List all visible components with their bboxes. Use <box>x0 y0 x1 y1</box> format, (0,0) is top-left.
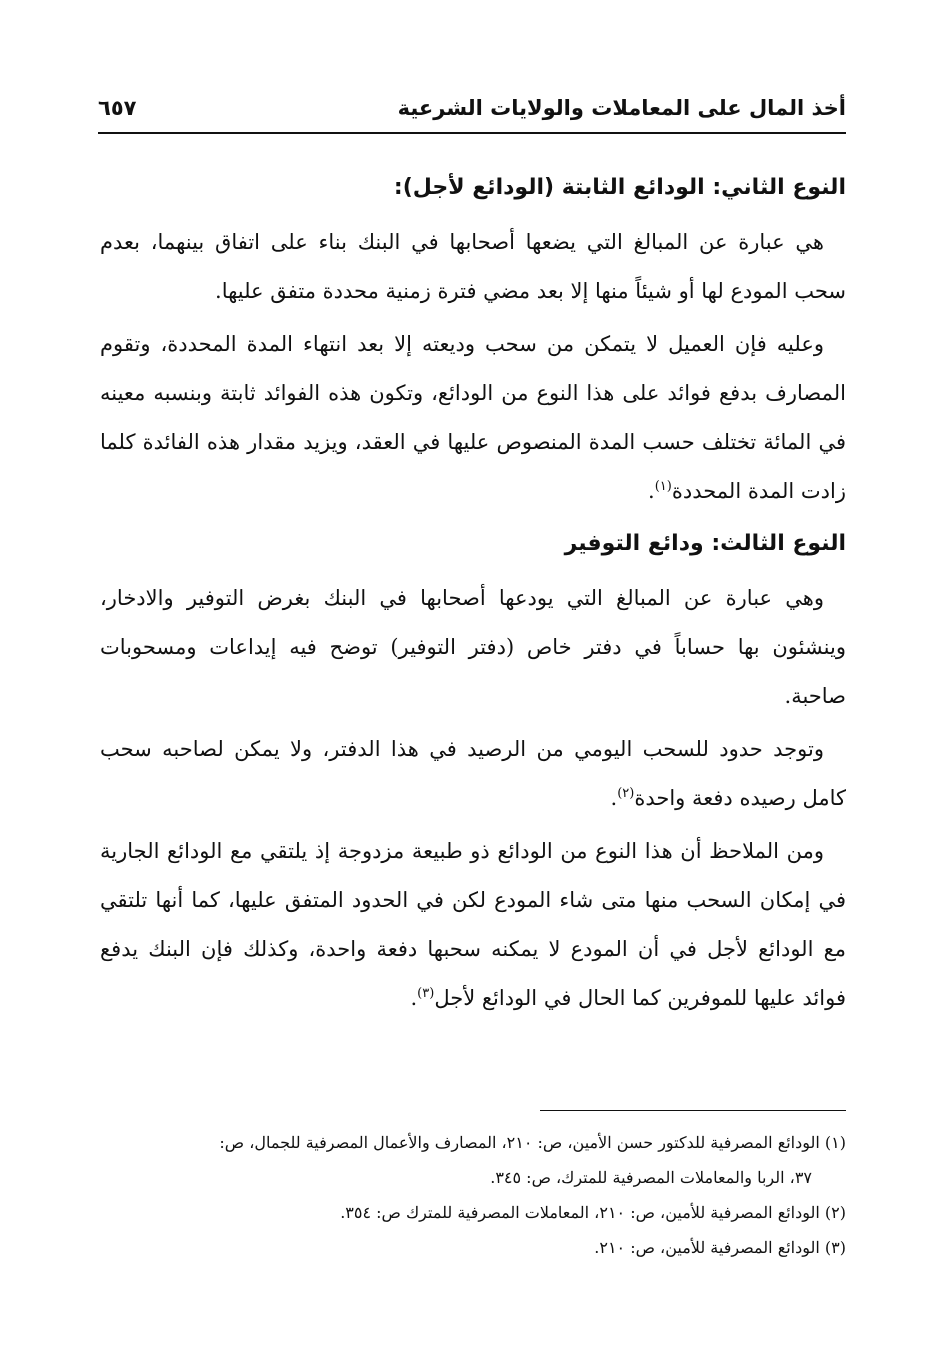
footnote-1 <box>100 1125 846 1195</box>
section-heading-fixed-deposits: النوع الثاني: الودائع الثابتة (الودائع لأجل): <box>393 175 846 200</box>
paragraph-1: هي عبارة عن المبالغ التي يضعها أصحابها في البنك بناء على اتفاق بينهما، بعدم سحب المودع لها أو شيئاً منها إلا بعد مضي فترة زمنية محددة متفق عليها. <box>100 230 846 303</box>
paragraph-4-text: وتوجد حدود للسحب اليومي من الرصيد في هذا الدفتر، ولا يمكن لصاحبه سحب كامل رصيده دفعة واحدة <box>100 737 846 810</box>
paragraph-3: وهي عبارة عن المبالغ التي يودعها أصحابها في البنك بغرض التوفير والادخار، وينشئون بها حساباً في دفتر خاص (دفتر التوفير) توضح فيه إيداعات ومسحوبات صاحبة. <box>100 586 846 708</box>
footnote-divider <box>540 1110 846 1111</box>
paragraph-4 <box>100 725 846 823</box>
footnote-3-line-1: (٣) الودائع المصرفية للأمين، ص: ٢١٠. <box>594 1238 846 1257</box>
footnote-1-line-2: ٣٧، الربا والمعاملات المصرفية للمترك، ص: ٣٤٥. <box>490 1168 812 1187</box>
section-heading-savings-deposits: النوع الثالث: ودائع التوفير <box>564 531 846 556</box>
footnote-ref-2[interactable]: (٢) <box>617 786 635 801</box>
footnote-3 <box>100 1230 846 1265</box>
header-divider <box>98 132 846 134</box>
paragraph-4-end: . <box>610 786 618 810</box>
paragraph-5 <box>100 827 846 1023</box>
paragraph-5-text: ومن الملاحظ أن هذا النوع من الودائع ذو طبيعة مزدوجة إذ يلتقي مع الودائع الجارية في إمكان السحب منها متى شاء المودع لكن في الحدود المتفق عليها، كما أنها تلتقي مع الودائع لأجل في أن المودع لا يمكنه سحبها دفعة واحدة، وكذلك فإن البنك يدفع فوائد عليها للموفرين كما الحال في الودائع لأجل <box>100 839 846 1010</box>
footnote-ref-1[interactable]: (١) <box>654 479 672 494</box>
main-text <box>100 160 846 1027</box>
page-number: ٦٥٧ <box>98 96 137 120</box>
paragraph-2 <box>100 320 846 516</box>
paragraph-5-end: . <box>410 986 418 1010</box>
paragraph-2-text: وعليه فإن العميل لا يتمكن من سحب وديعته إلا بعد انتهاء المدة المحددة، وتقوم المصارف بدفع فوائد على هذا النوع من الودائع، وتكون هذه الفوائد ثابتة وبنسبه معينه في المائة تختلف حسب المدة المنصوص عليها في العقد، ويزيد مقدار هذه الفائدة كلما زادت المدة المحددة <box>100 332 846 503</box>
running-header <box>98 88 846 128</box>
footnote-ref-3[interactable]: (٣) <box>417 986 435 1001</box>
footnote-2-line-1: (٢) الودائع المصرفية للأمين، ص: ٢١٠، المعاملات المصرفية للمترك ص: ٣٥٤. <box>340 1203 846 1222</box>
paragraph-2-end: . <box>648 479 655 503</box>
footnote-1-line-1: (١) الودائع المصرفية للدكتور حسن الأمين، ص: ٢١٠، المصارف والأعمال المصرفية للجمال، ص: <box>219 1133 846 1152</box>
header-title: أخذ المال على المعاملات والولايات الشرعية <box>397 96 846 120</box>
footnote-2 <box>100 1195 846 1230</box>
footnotes <box>100 1125 846 1265</box>
